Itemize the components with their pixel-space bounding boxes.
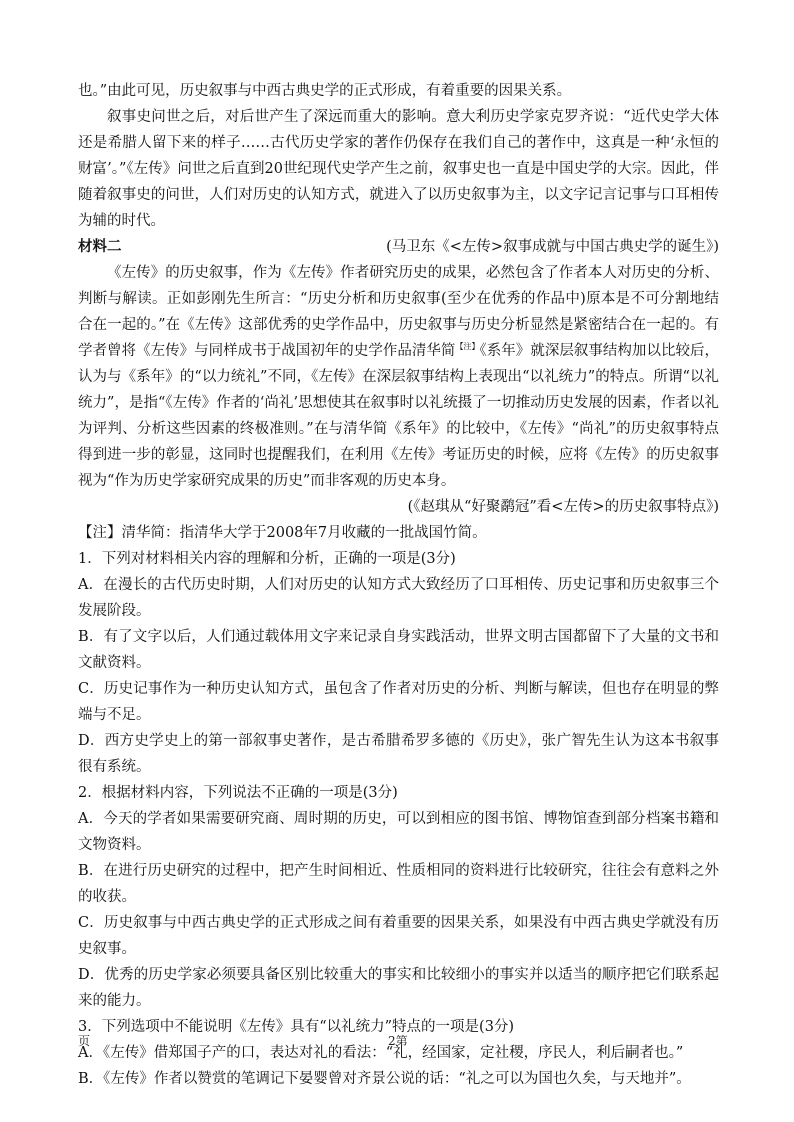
answer-option: D．优秀的历史学家必须要具备区别比较重大的事实和比较细小的事实并以适当的顺序把它们联系起来的能力。 <box>78 967 719 1009</box>
source-citation: (马卫东《<左传>叙事成就与中国古典史学的诞生》) <box>386 239 719 255</box>
paragraph-text: 《左传》的历史叙事，作为《左传》作者研究历史的成果，必然包含了作者本人对历史的分析、判断与解读。正如彭刚先生所言：“历史分析和历史叙事(至少在优秀的作品中)原本是不可分割地结合在一起的。”在《左传》这部优秀的史学作品中，历史叙事与历史分析显然是紧密结合在一起的。有学者曾将《左传》与同样成书于战国初年的史学作品清华简 <box>78 265 719 359</box>
answer-option: C．历史叙事与中西古典史学的正式形成之间有着重要的因果关系，如果没有中西古典史学就没有历史叙事。 <box>78 915 719 957</box>
paragraph: 也。”由此可见，历史叙事与中西古典史学的正式形成，有着重要的因果关系。 <box>78 83 572 99</box>
answer-option: C．历史记事作为一种历史认知方式，虽包含了作者对历史的分析、判断与解读，但也存在明显的弊端与不足。 <box>78 681 719 723</box>
material-two <box>78 234 719 546</box>
page-number: 2第 <box>388 1034 408 1048</box>
question-stem: 3．下列选项中不能说明《左传》具有“以礼统力”特点的一项是(3分) <box>78 1019 515 1035</box>
answer-option: B．在进行历史研究的过程中，把产生时间相近、性质相同的资料进行比较研究，往往会有意料之外的收获。 <box>78 863 719 905</box>
section-heading: 材料二 <box>78 238 122 255</box>
source-citation: (《赵琪从“好聚鹬冠”看<左传>的历史叙事特点》) <box>407 499 719 515</box>
paragraph: 叙事史问世之后，对后世产生了深远而重大的影响。意大利历史学家克罗齐说：“近代史学大体还是希腊人留下来的样子……古代历史学家的著作仍保存在我们自己的著作中，这真是一种‘永恒的财富’。”《左传》问世之后直到20世纪现代史学产生之前，叙事史也一直是中国史学的大宗。因此，伴随着叙事史的问世，人们对历史的认知方式，就进入了以历史叙事为主，以文字记言记事与口耳相传为辅的时代。 <box>78 109 719 229</box>
answer-option: A．《左传》借郑国子产的口，表达对礼的看法：“礼，经国家，定社稷，序民人，利后嗣者也。” <box>78 1045 684 1061</box>
answer-option: A．在漫长的古代历史时期，人们对历史的认知方式大致经历了口耳相传、历史记事和历史叙事三个发展阶段。 <box>78 577 719 619</box>
paragraph-text: 《系年》就深层叙事结构加以比较后，认为与《系年》的“以力统礼”不同，《左传》在深层叙事结构上表现出“以礼统力”的特点。所谓“以礼统力”，是指“《左传》作者的‘尚礼’思想使其在叙事时以礼统摄了一切推动历史发展的因素，作者以礼为评判、分析这些因素的终极准则。”在与清华简《系年》的比较中，《左传》“尚礼”的历史叙事特点得到进一步的彰显，这同时也提醒我们，在利用《左传》考证历史的时候，应将《左传》的历史叙事视为“作为历史学家研究成果的历史”而非客观的历史本身。 <box>78 343 720 489</box>
question-stem: 2．根据材料内容，下列说法不正确的一项是(3分) <box>78 785 398 801</box>
answer-option: D．西方史学史上的第一部叙事史著作，是古希腊希罗多德的《历史》，张广智先生认为这本书叙事很有系统。 <box>78 733 719 775</box>
footnote: 【注】清华简：指清华大学于2008年7月收藏的一批战国竹简。 <box>78 525 487 541</box>
note-marker: 【注】 <box>455 342 480 352</box>
passage-continuation <box>78 78 719 260</box>
answer-option: B．《左传》作者以赞赏的笔调记下晏婴曾对齐景公说的话：“礼之可以为国也久矣，与天地并”。 <box>78 1071 691 1087</box>
question-stem: 1．下列对材料相关内容的理解和分析，正确的一项是(3分) <box>78 551 456 567</box>
answer-option: A．今天的学者如果需要研究商、周时期的历史，可以到相应的图书馆、博物馆查到部分档案书籍和文物资料。 <box>78 811 719 853</box>
questions <box>78 546 719 1092</box>
footer-left: 页 <box>78 1034 91 1048</box>
answer-option: B．有了文字以后，人们通过载体用文字来记录自身实践活动，世界文明古国都留下了大量的文书和文献资料。 <box>78 629 719 671</box>
paragraph <box>78 260 719 494</box>
